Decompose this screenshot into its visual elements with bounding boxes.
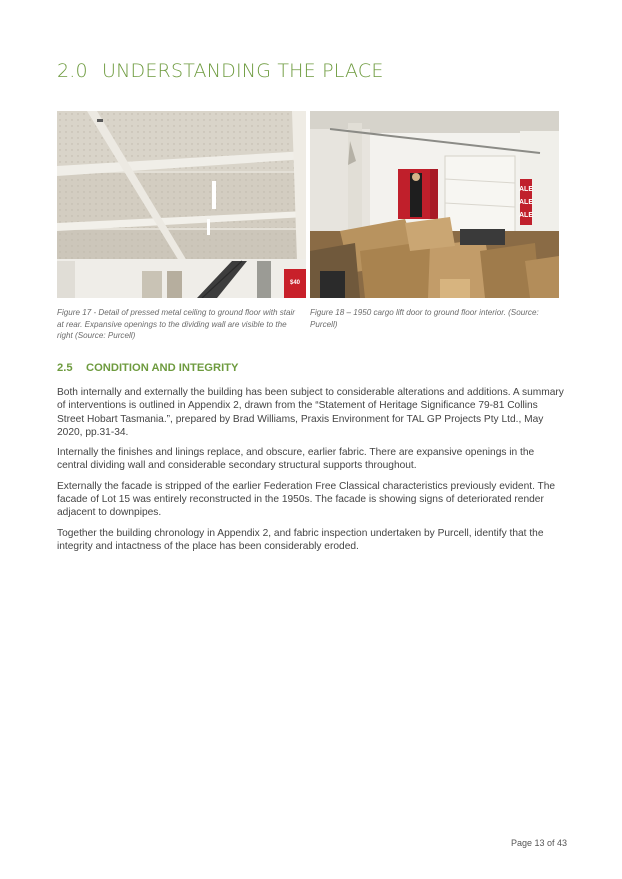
figure-18-photo xyxy=(310,111,559,298)
body-text xyxy=(57,386,567,560)
paragraph: Together the building chronology in Appendix 2, and fabric inspection undertaken by Purcell, identify that the integrity and intactness of the place has been considerably eroded. xyxy=(57,527,544,552)
section-title: UNDERSTANDING THE PLACE xyxy=(102,60,384,82)
sale-banner-text-3: ALE xyxy=(519,212,533,219)
paragraph: Both internally and externally the building has been subject to considerable alterations and additions. A summary of interventions is outlined in Appendix 2, drawn from the “Statement of Heritage Significance 79-81 Collins Street Hobart Tasmania.”, prepared by Brad Williams, Praxis Environment for TAL GP Projects Pty Ltd., May 2020, pp.31-34. xyxy=(57,387,564,438)
sale-banner-text-2: ALE xyxy=(519,199,533,206)
paragraph: Externally the facade is stripped of the earlier Federation Free Classical characteristics previously evident. The facade of Lot 15 was entirely reconstructed in the 1950s. The facade is showing signs of deteriorated render adjacent to downpipes. xyxy=(57,480,556,519)
section-number: 2.0 xyxy=(57,60,88,82)
subsection-title: CONDITION AND INTEGRITY xyxy=(86,362,239,374)
paragraph: Internally the finishes and linings replace, and obscure, earlier fabric. There are expansive openings in the central dividing wall and considerable secondary structural supports throughout. xyxy=(57,447,535,472)
page-number: Page 13 of 43 xyxy=(510,838,567,848)
figure-17-caption: Figure 17 - Detail of pressed metal ceiling to ground floor with stair at rear. Expansive openings to the dividing wall are visible to the right (Source: Purcell) xyxy=(57,308,295,341)
subsection-number: 2.5 xyxy=(57,362,73,374)
price-sign-text: $40 xyxy=(289,280,301,286)
subsection-heading xyxy=(57,362,238,374)
sale-banner-text-1: ALE xyxy=(519,186,533,193)
figure-18-caption: Figure 18 – 1950 cargo lift door to ground floor interior. (Source: Purcell) xyxy=(310,308,539,329)
section-heading xyxy=(57,60,384,82)
figure-17-photo xyxy=(57,111,306,298)
